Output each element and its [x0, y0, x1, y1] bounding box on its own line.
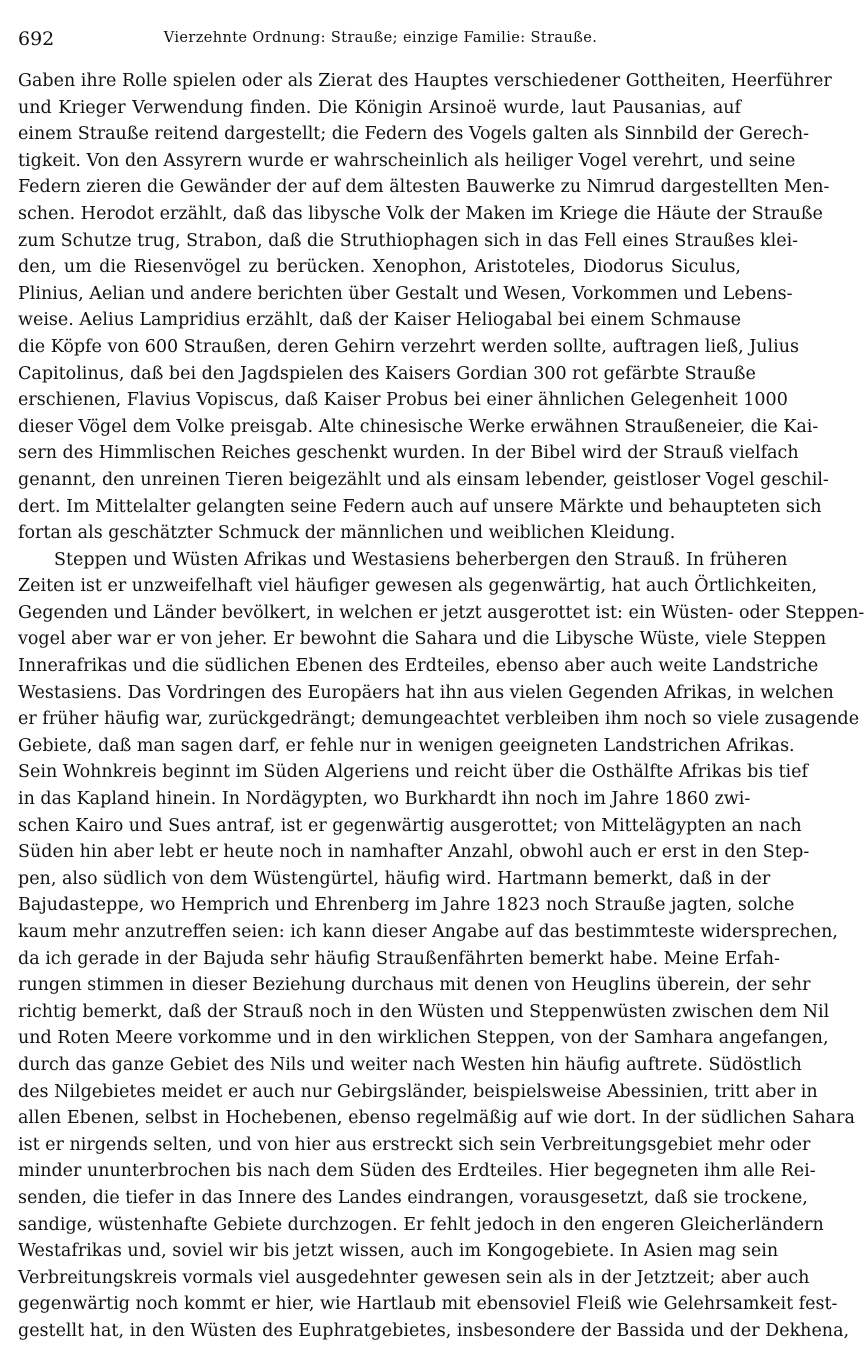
- text-line: gestellt hat, in den Wüsten des Euphratgebietes, insbesondere der Bassida und der Dekhena,: [18, 1320, 850, 1341]
- text-line: kaum mehr anzutreffen seien: ich kann dieser Angabe auf das bestimmteste widersprechen,: [18, 922, 838, 942]
- text-line: richtig bemerkt, daß der Strauß noch in den Wüsten und Steppenwüsten zwischen dem Nil: [18, 1001, 830, 1022]
- body-text: [18, 68, 864, 1345]
- text-line: sandige, wüstenhafte Gebiete durchzogen. Er fehlt jedoch in den engeren Gleicherländern: [18, 1214, 824, 1235]
- text-line: Steppen und Wüsten Afrikas und Westasiens beherbergen den Strauß. In früheren: [54, 549, 788, 570]
- text-line: Gegenden und Länder bevölkert, in welchen er jetzt ausgerottet ist: ein Wüsten- oder Steppen-: [18, 602, 864, 623]
- text-line: Süden hin aber lebt er heute noch in namhafter Anzahl, obwohl auch er erst in den Step-: [18, 842, 810, 863]
- text-line: Innerafrikas und die südlichen Ebenen des Erdteiles, ebenso aber auch weite Landstriche: [18, 656, 819, 677]
- text-line: Zeiten ist er unzweifelhaft viel häufiger gewesen als gegenwärtig, hat auch Örtlichkeiten,: [18, 576, 818, 597]
- text-line: und Krieger Verwendung finden. Die Königin Arsinoë wurde, laut Pausanias, auf: [18, 97, 741, 118]
- text-line: ist er nirgends selten, und von hier aus erstreckt sich sein Verbreitungsgebiet mehr oder: [18, 1134, 811, 1155]
- text-line: Bajudasteppe, wo Hemprich und Ehrenberg im Jahre 1823 noch Strauße jagten, solche: [18, 895, 795, 916]
- text-line: gegenwärtig noch kommt er hier, wie Hartlaub mit ebensoviel Fleiß wie Gelehrsamkeit fest-: [18, 1294, 838, 1315]
- text-line: genannt, den unreinen Tieren beigezählt und als einsam lebender, geistloser Vogel geschil-: [18, 469, 829, 490]
- text-line: pen, also südlich von dem Wüstengürtel, häufig wird. Hartmann bemerkt, daß in der: [18, 868, 771, 889]
- text-line: Westafrikas und, soviel wir bis jetzt wissen, auch im Kongogebiete. In Asien mag sein: [18, 1241, 779, 1262]
- text-line: durch das ganze Gebiet des Nils und weiter nach Westen hin häufig auftrete. Südöstlich: [18, 1054, 802, 1075]
- text-line: senden, die tiefer in das Innere des Landes eindrangen, vorausgesetzt, daß sie trockene,: [18, 1187, 808, 1208]
- text-line: fortan als geschätzter Schmuck der männlichen und weiblichen Kleidung.: [18, 523, 676, 544]
- text-line: den, um die Riesenvögel zu berücken. Xenophon, Aristoteles, Diodorus Siculus,: [18, 257, 741, 278]
- text-line: in das Kapland hinein. In Nordägypten, wo Burkhardt ihn noch im Jahre 1860 zwi-: [18, 789, 751, 810]
- text-line: vogel aber war er von jeher. Er bewohnt die Sahara und die Libysche Wüste, viele Steppen: [18, 629, 827, 650]
- text-line: Westasiens. Das Vordringen des Europäers hat ihn aus vielen Gegenden Afrikas, in welchen: [18, 682, 834, 703]
- text-line: Gebiete, daß man sagen darf, er fehle nur in wenigen geeigneten Landstrichen Afrikas.: [18, 735, 795, 756]
- text-line: Sein Wohnkreis beginnt im Süden Algeriens und reicht über die Osthälfte Afrikas bis tief: [18, 762, 808, 783]
- text-line: Verbreitungskreis vormals viel ausgedehnter gewesen sein als in der Jetztzeit; aber auch: [18, 1267, 810, 1288]
- text-line: da ich gerade in der Bajuda sehr häufig Straußenfährten bemerkt habe. Meine Erfah-: [18, 948, 780, 969]
- text-line: tigkeit. Von den Assyrern wurde er wahrscheinlich als heiliger Vogel verehrt, und seine: [18, 150, 796, 171]
- text-line: sern des Himmlischen Reiches geschenkt wurden. In der Bibel wird der Strauß vielfach: [18, 443, 799, 464]
- text-line: dert. Im Mittelalter gelangten seine Federn auch auf unsere Märkte und behaupteten sich: [18, 496, 822, 517]
- text-line: Plinius, Aelian und andere berichten über Gestalt und Wesen, Vorkommen und Lebens-: [18, 283, 793, 304]
- text-line: des Nilgebietes meidet er auch nur Gebirgsländer, beispielsweise Abessinien, tritt aber in: [18, 1081, 818, 1102]
- text-line: Federn zieren die Gewänder der auf dem ältesten Bauwerke zu Nimrud dargestellten Men-: [18, 177, 830, 198]
- running-head-title: Vierzehnte Ordnung: Strauße; einzige Familie: Strauße.: [163, 30, 598, 46]
- text-line: schen Kairo und Sues antraf, ist er gegenwärtig ausgerottet; von Mittelägypten an nach: [18, 815, 802, 836]
- text-line: rungen stimmen in dieser Beziehung durchaus mit denen von Heuglins überein, der sehr: [18, 975, 811, 996]
- text-line: die Köpfe von 600 Straußen, deren Gehirn verzehrt werden sollte, auftragen ließ, Julius: [18, 336, 799, 357]
- text-line: allen Ebenen, selbst in Hochebenen, ebenso regelmäßig auf wie dort. In der südlichen Sahara: [18, 1108, 855, 1129]
- text-line: Gaben ihre Rolle spielen oder als Zierat des Hauptes verschiedener Gottheiten, Heerführer: [18, 71, 832, 91]
- text-line: und Roten Meere vorkomme und in den wirklichen Steppen, von der Samhara angefangen,: [18, 1028, 829, 1049]
- text-line: Capitolinus, daß bei den Jagdspielen des Kaisers Gordian 300 rot gefärbte Strauße: [18, 363, 756, 384]
- text-line: minder ununterbrochen bis nach dem Süden des Erdteiles. Hier begegneten ihm alle Rei-: [18, 1161, 816, 1182]
- text-line: einem Strauße reitend dargestellt; die Federn des Vogels galten als Sinnbild der Gerech-: [18, 124, 810, 145]
- text-line: weise. Aelius Lampridius erzählt, daß der Kaiser Heliogabal bei einem Schmause: [18, 310, 741, 331]
- running-head: [18, 28, 743, 52]
- text-line: er früher häufig war, zurückgedrängt; demungeachtet verbleiben ihm noch so viele zusagende: [18, 709, 860, 730]
- page-number: 692: [18, 28, 55, 50]
- text-line: zum Schutze trug, Strabon, daß die Struthiophagen sich in das Fell eines Straußes klei-: [18, 230, 799, 251]
- text-line: dieser Vögel dem Volke preisgab. Alte chinesische Werke erwähnen Straußeneier, die Kai-: [18, 416, 819, 437]
- text-line: erschienen, Flavius Vopiscus, daß Kaiser Probus bei einer ähnlichen Gelegenheit 1000: [18, 390, 788, 411]
- text-line: schen. Herodot erzählt, daß das libysche Volk der Maken im Kriege die Häute der Strauße: [18, 203, 823, 224]
